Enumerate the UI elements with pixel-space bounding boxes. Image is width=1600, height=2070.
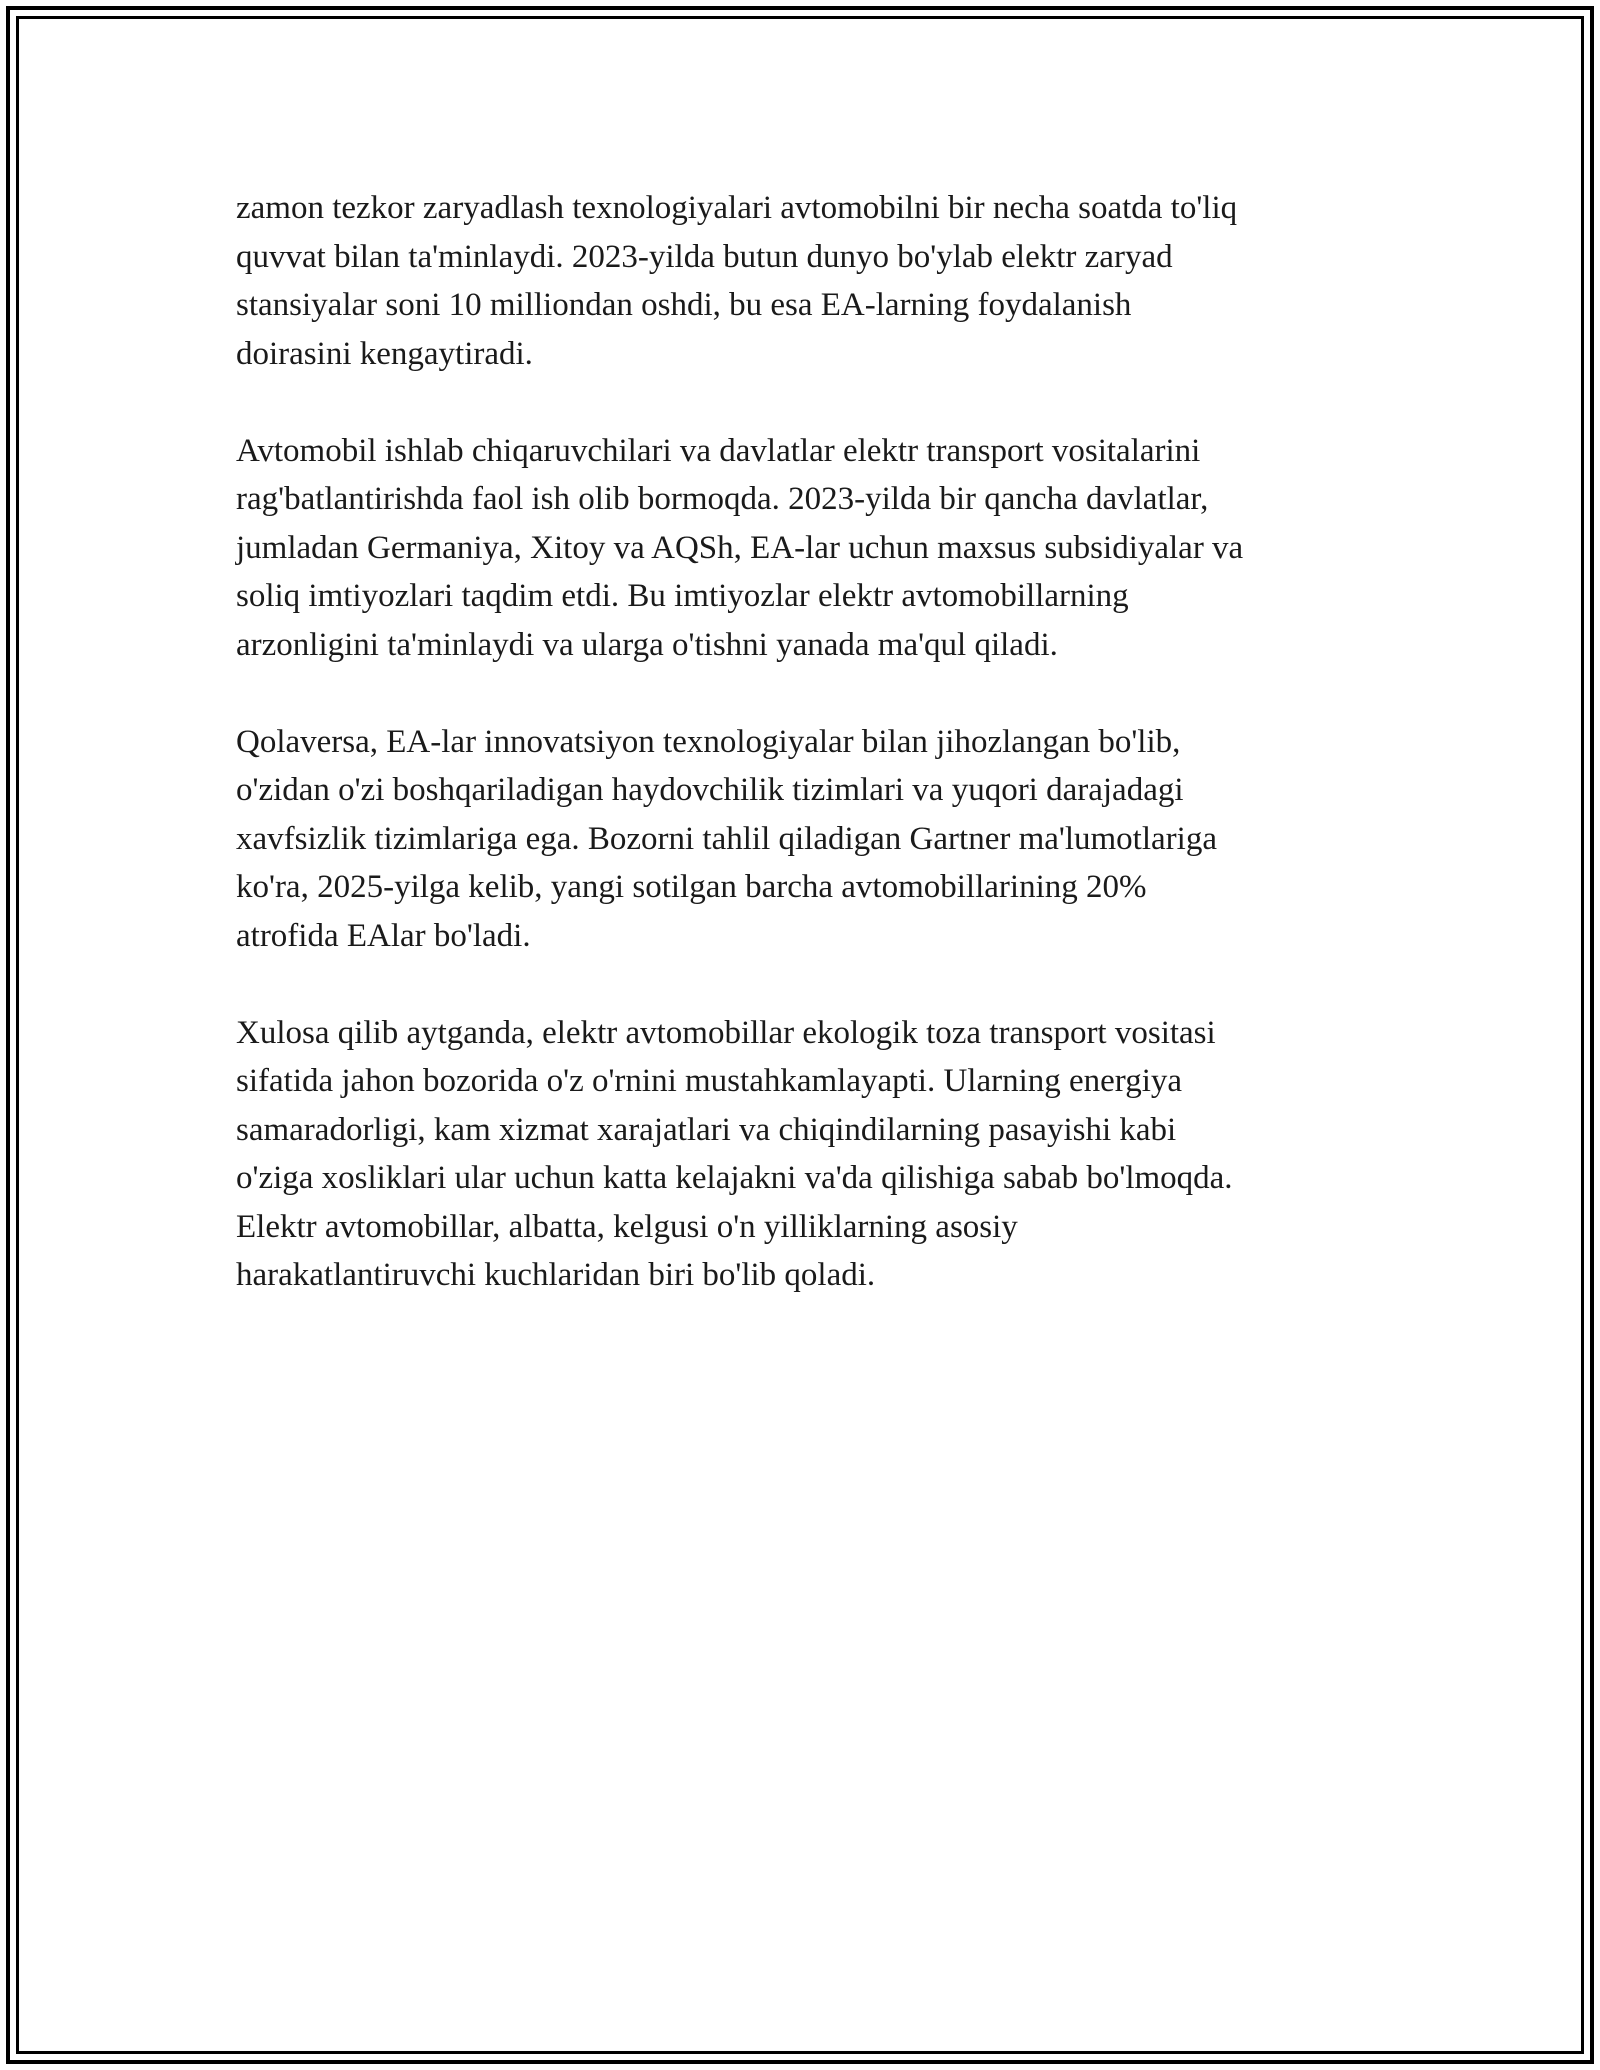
- text-line: ko'ra, 2025-yilga kelib, yangi sotilgan barcha avtomobillarining 20%: [236, 869, 1147, 905]
- text-line: harakatlantiruvchi kuchlaridan biri bo'lib qoladi.: [236, 1257, 876, 1293]
- text-line: rag'batlantirishda faol ish olib bormoqda. 2023-yilda bir qancha davlatlar,: [236, 481, 1209, 517]
- text-line: Avtomobil ishlab chiqaruvchilari va davlatlar elektr transport vositalarini: [236, 432, 1201, 469]
- text-line: o'ziga xosliklari ular uchun katta kelajakni va'da qilishiga sabab bo'lmoqda.: [236, 1160, 1233, 1196]
- text-line: o'zidan o'zi boshqariladigan haydovchilik tizimlari va yuqori darajadagi: [236, 772, 1184, 808]
- text-line: stansiyalar soni 10 milliondan oshdi, bu esa EA-larning foydalanish: [236, 287, 1132, 323]
- text-line: zamon tezkor zaryadlash texnologiyalari avtomobilni bir necha soatda to'liq: [236, 190, 1238, 226]
- text-line: sifatida jahon bozorida o'z o'rnini mustahkamlayapti. Ularning energiya: [236, 1063, 1183, 1099]
- text-line: samaradorligi, kam xizmat xarajatlari va chiqindilarning pasayishi kabi: [236, 1111, 1177, 1148]
- paragraph-3: [236, 718, 1396, 961]
- text-line: jumladan Germaniya, Xitoy va AQSh, EA-lar uchun maxsus subsidiyalar va: [236, 529, 1244, 566]
- text-line: Qolaversa, EA-lar innovatsiyon texnologiyalar bilan jihozlangan bo'lib,: [236, 723, 1181, 760]
- text-line: doirasini kengaytiradi.: [236, 335, 533, 372]
- text-line: soliq imtiyozlari taqdim etdi. Bu imtiyozlar elektr avtomobillarning: [236, 578, 1129, 614]
- text-line: Xulosa qilib aytganda, elektr avtomobillar ekologik toza transport vositasi: [236, 1014, 1216, 1051]
- document-body: [236, 184, 1396, 1348]
- text-line: xavfsizlik tizimlariga ega. Bozorni tahlil qiladigan Gartner ma'lumotlariga: [236, 820, 1217, 857]
- text-line: arzonligini ta'minlaydi va ularga o'tishni yanada ma'qul qiladi.: [236, 626, 1058, 663]
- text-line: Elektr avtomobillar, albatta, kelgusi o'n yilliklarning asosiy: [236, 1208, 1018, 1245]
- paragraph-2: [236, 427, 1396, 670]
- paragraph-1: [236, 184, 1396, 378]
- paragraph-4: [236, 1009, 1396, 1300]
- text-line: quvvat bilan ta'minlaydi. 2023-yilda butun dunyo bo'ylab elektr zaryad: [236, 238, 1173, 275]
- text-line: atrofida EAlar bo'ladi.: [236, 917, 531, 954]
